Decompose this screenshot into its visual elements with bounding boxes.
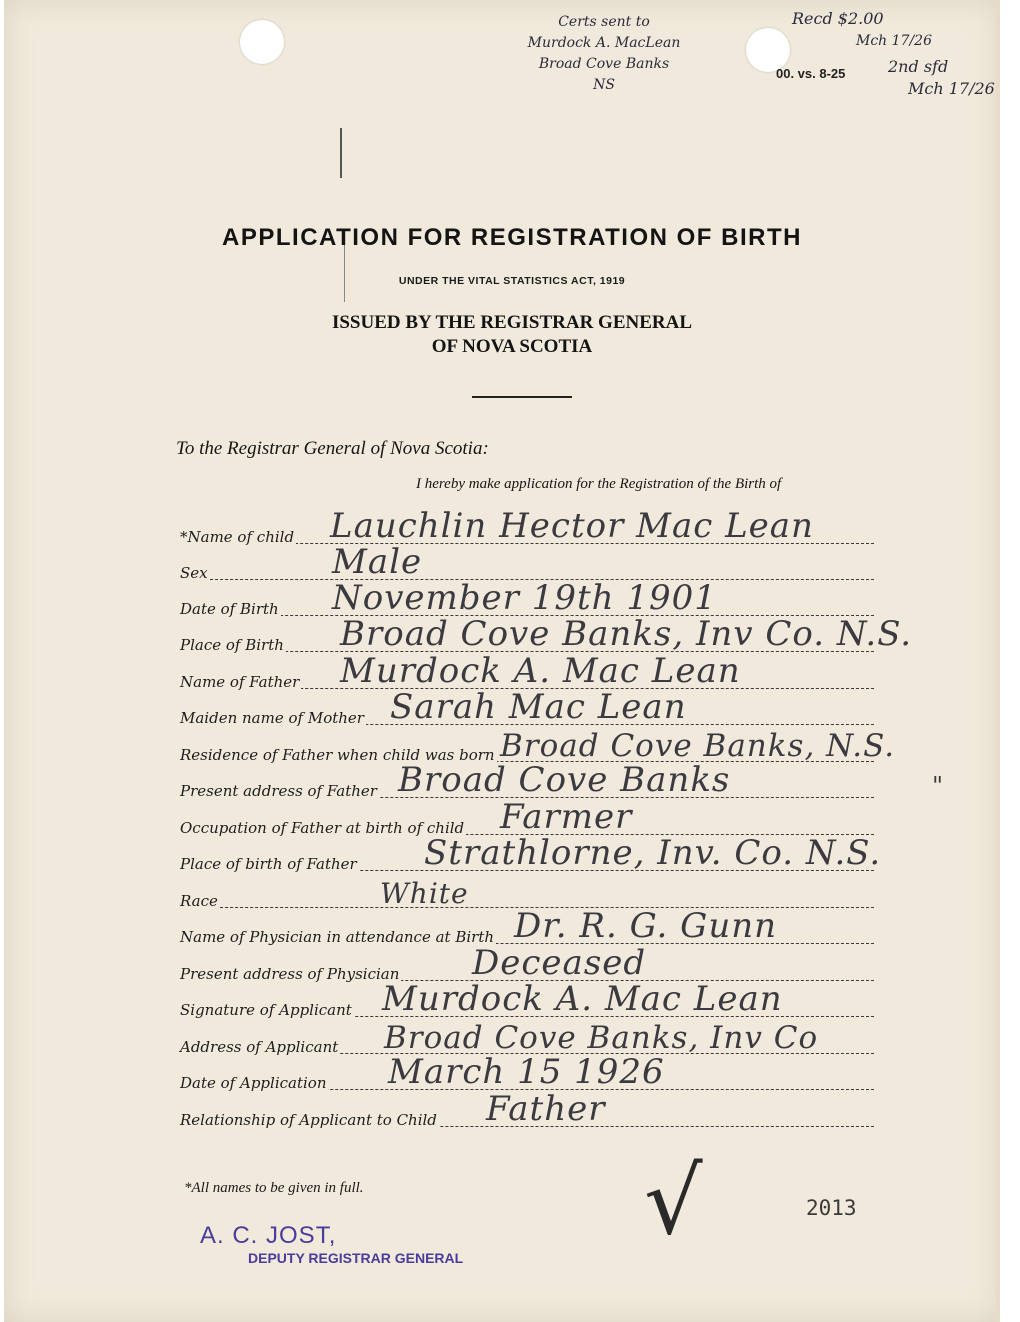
field-label: Signature of Applicant [180,1001,352,1019]
annotation-line: 2nd sfd [888,57,949,76]
field-value: Broad Cove Banks, Inv Co [384,1020,819,1056]
field-value: Broad Cove Banks [398,760,731,800]
field-value: Deceased [472,943,647,983]
field-value: November 19th 1901 [332,578,717,618]
page-subtitle: UNDER THE VITAL STATISTICS ACT, 1919 [398,275,626,287]
field-row [180,687,874,727]
field-value: Sarah Mac Lean [390,687,687,727]
footnote: *All names to be given in full. [184,1180,364,1196]
field-value: Broad Cove Banks, N.S. [500,728,896,764]
annotation-line: Murdock A. MacLean [527,35,681,51]
field-label: Race [180,892,218,910]
field-value: Male [332,542,423,582]
field-value: March 15 1926 [388,1052,665,1092]
field-label: Address of Applicant [180,1038,339,1056]
document-page [4,0,1000,1322]
intro-text: I hereby make application for the Registration of the Birth of [416,476,782,492]
field-value: Murdock A. Mac Lean [340,651,741,691]
field-label: Residence of Father when child was born [180,746,495,764]
field-row [180,833,882,873]
annotation-top-center [484,12,724,96]
field-label: Relationship of Applicant to Child [180,1111,437,1129]
ditto-mark: " [932,772,945,800]
field-label: Name of Physician in attendance at Birth [180,928,495,946]
field-label: Occupation of Father at birth of child [180,819,465,837]
annotation-line: Broad Cove Banks [538,56,670,72]
field-value: Farmer [500,797,633,837]
annotation-line: Recd $2.00 [792,9,884,28]
serial-number: 2013 [806,1196,857,1220]
field-label: Date of Application [180,1074,327,1092]
field-row [180,506,874,546]
field-label: Date of Birth [180,600,279,618]
annotation-line: Certs sent to [558,14,650,30]
field-value: Strathlorne, Inv. Co. N.S. [424,833,882,873]
field-row [180,1089,874,1129]
field-label: Present address of Father [180,782,377,800]
stamp-title: DEPUTY REGISTRAR GENERAL [248,1250,464,1266]
issuer-line-2: OF NOVA SCOTIA [431,336,593,357]
salutation: To the Registrar General of Nova Scotia: [176,438,489,459]
field-label: Maiden name of Mother [180,709,364,727]
pencil-mark [340,128,342,178]
field-value: Lauchlin Hector Mac Lean [330,506,814,546]
annotation-top-right [782,8,995,100]
check-mark: √ [644,1148,703,1255]
registrar-stamp [200,1222,463,1266]
issuer-line-1: ISSUED BY THE REGISTRAR GENERAL [331,312,693,333]
header-divider [472,396,572,398]
field-row [180,979,874,1019]
annotation-line: NS [593,77,615,93]
page-title: APPLICATION FOR REGISTRATION OF BIRTH [222,224,802,251]
field-label: Place of Birth [180,636,284,654]
field-label: *Name of child [180,528,295,546]
annotation-line: Mch 17/26 [856,33,932,49]
form-code: 00. vs. 8-25 [776,66,846,81]
field-label: Place of birth of Father [180,855,357,873]
punch-hole-left [240,20,284,64]
field-label: Name of Father [180,673,300,691]
annotation-line: Mch 17/26 [908,79,995,98]
field-label: Present address of Physician [180,965,400,983]
stamp-name: A. C. JOST, [200,1222,337,1249]
field-value: Father [486,1089,606,1129]
field-label: Sex [180,564,208,582]
field-value: Broad Cove Banks, Inv Co. N.S. [340,614,913,654]
field-value: Dr. R. G. Gunn [514,906,778,946]
field-value: Murdock A. Mac Lean [382,979,783,1019]
field-value: White [380,877,469,910]
